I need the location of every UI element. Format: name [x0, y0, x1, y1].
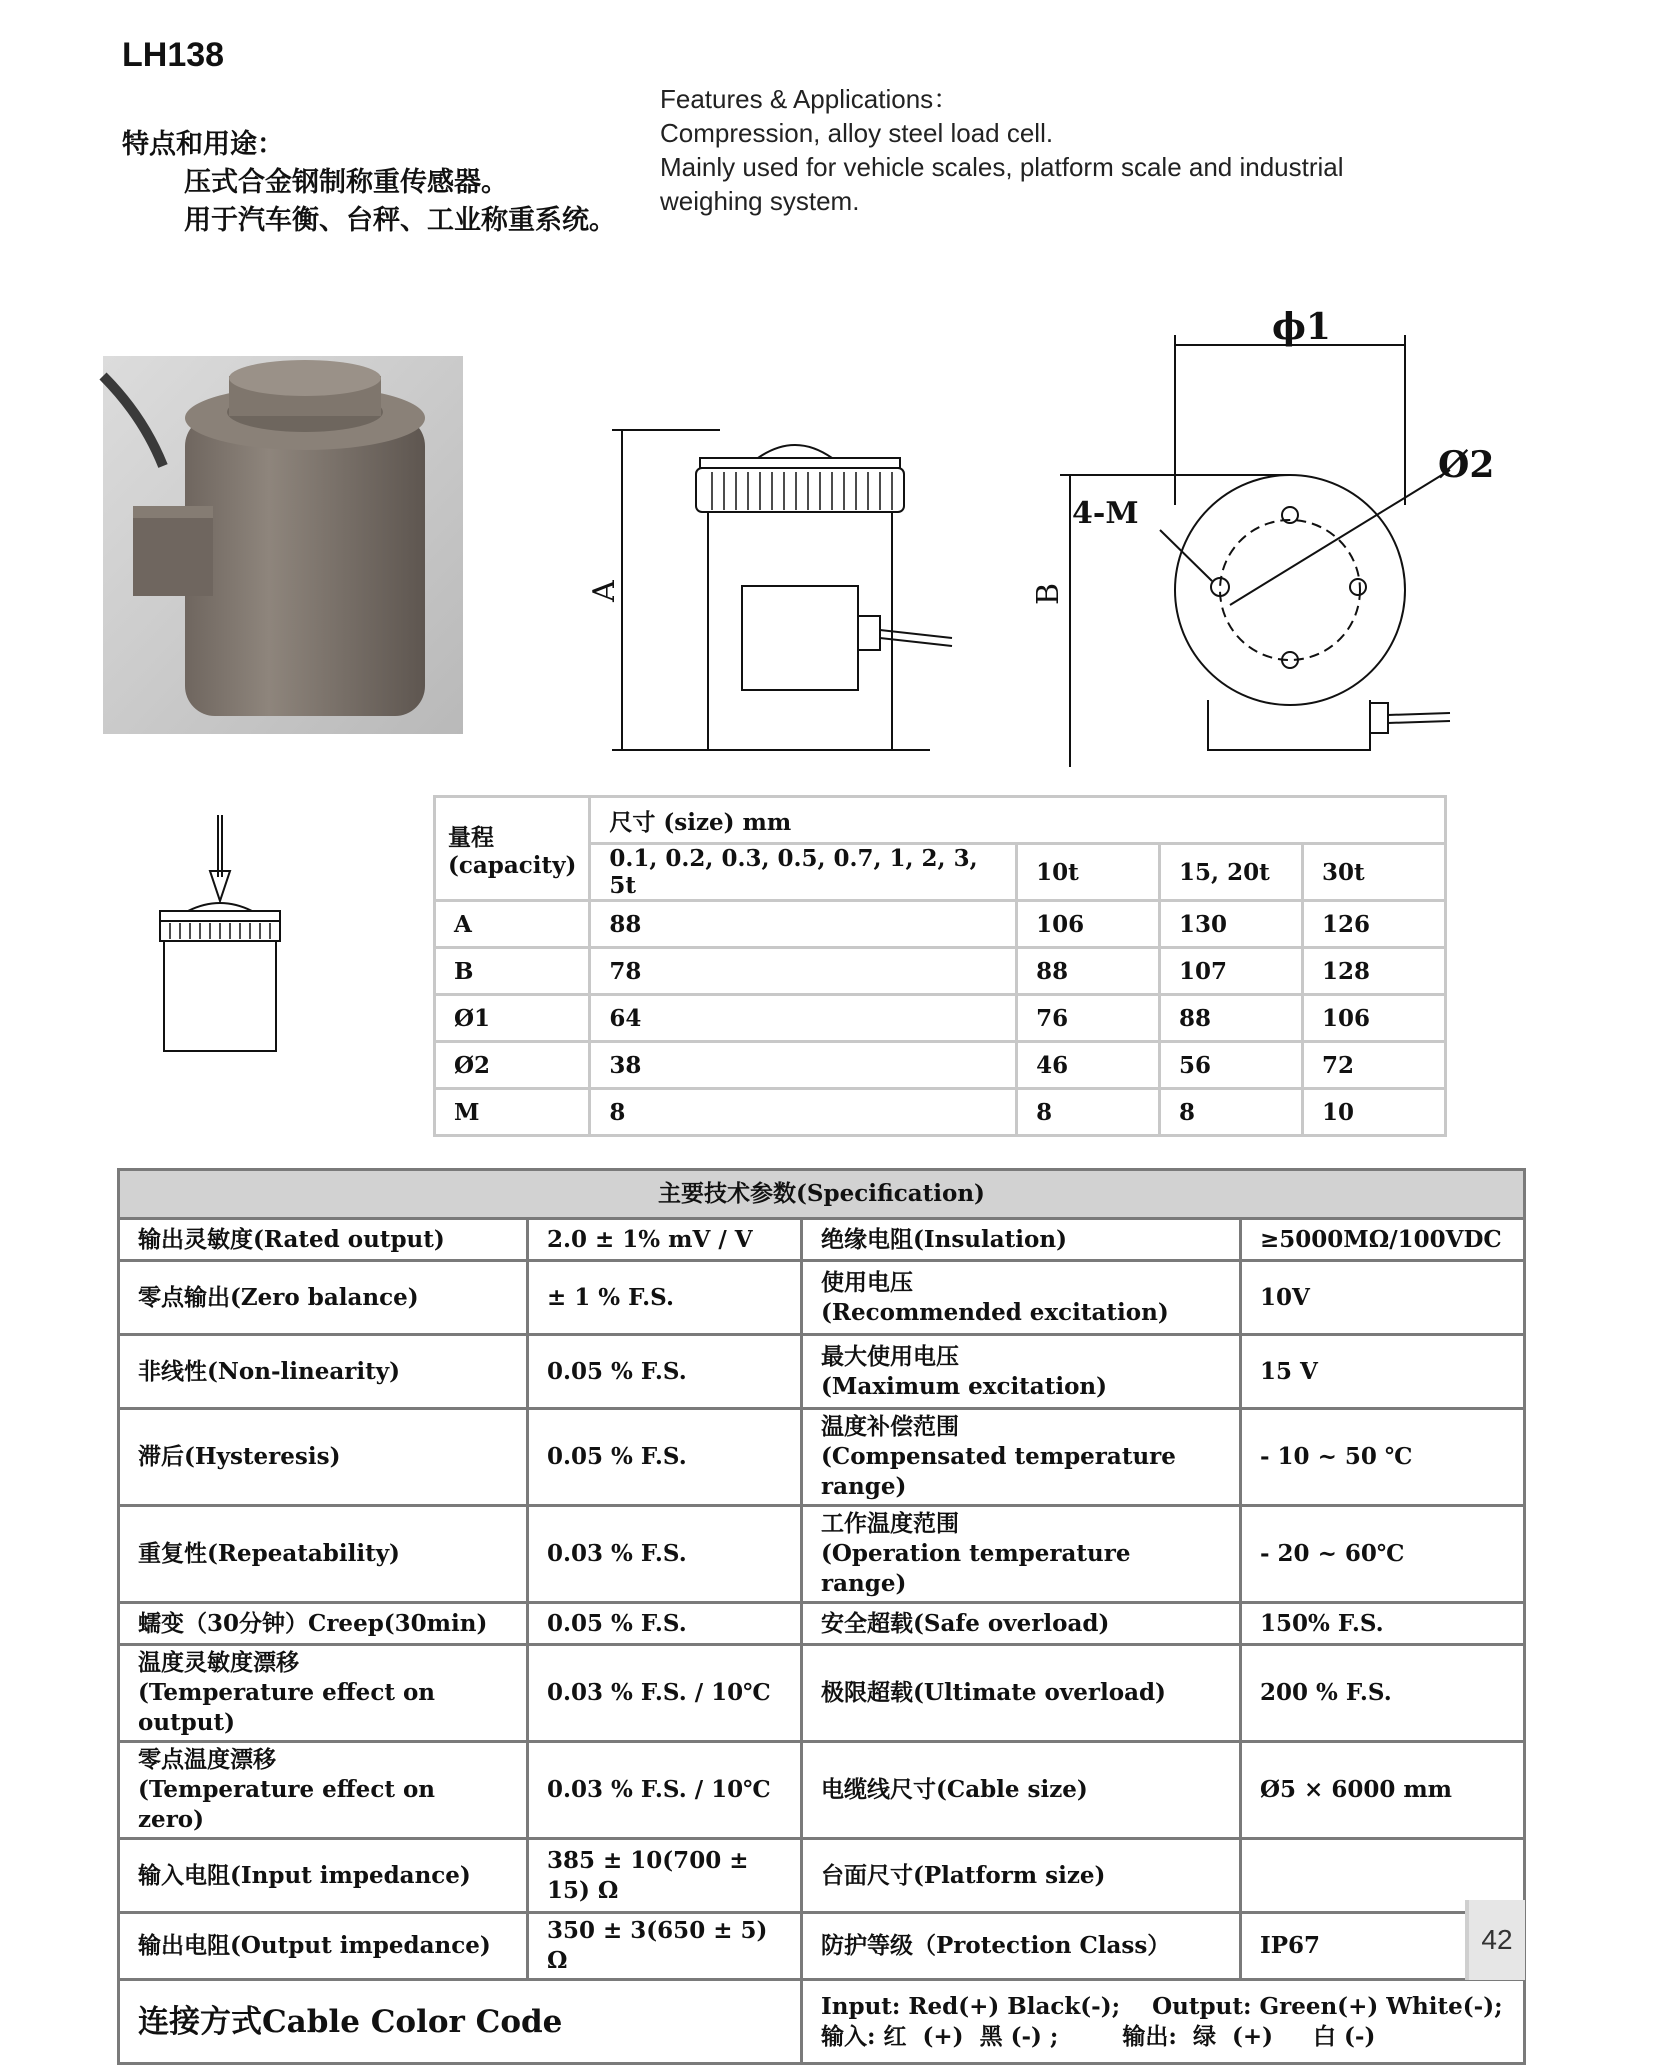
- features-en-line3: weighing system.: [660, 186, 860, 216]
- spec-label-en: (Recommended excitation): [821, 1298, 1169, 1326]
- spec-label: [802, 1335, 1241, 1409]
- size-header: 尺寸 (size) mm: [590, 797, 1446, 844]
- spec-row: [119, 1603, 1525, 1645]
- size-row-phi1: [435, 995, 1446, 1042]
- features-cn-line2: 用于汽车衡、台秤、工业称重系统。: [184, 205, 616, 236]
- size-cell: 128: [1303, 948, 1446, 995]
- cable-code-cn: 输入: 红 (+) 黑 (-) ; 输出: 绿 (+) 白 (-): [821, 2022, 1376, 2050]
- features-cn-line1: 压式合金钢制称重传感器。: [184, 167, 508, 198]
- spec-label: 零点输出(Zero balance): [119, 1261, 528, 1335]
- spec-title: 主要技术参数(Specification): [119, 1170, 1525, 1219]
- spec-row: [119, 1742, 1525, 1839]
- spec-label: 蠕变（30分钟）Creep(30min): [119, 1603, 528, 1645]
- capacity-header: [435, 797, 590, 901]
- size-col-header: 10t: [1017, 844, 1160, 901]
- spec-label-cn: 使用电压: [821, 1268, 913, 1296]
- spec-value: 350 ± 3(650 ± 5) Ω: [528, 1913, 802, 1980]
- spec-label-en: (Maximum excitation): [821, 1372, 1108, 1400]
- spec-value: ≥5000MΩ/100VDC: [1241, 1219, 1525, 1261]
- spec-value: - 10 ~ 50 ℃: [1241, 1409, 1525, 1506]
- size-cell: 8: [590, 1089, 1017, 1136]
- dim-a-label: A: [587, 580, 622, 602]
- cable-code-en: Input: Red(+) Black(-); Output: Green(+) White(-);: [821, 1992, 1503, 2020]
- spec-value: 0.03 % F.S.: [528, 1506, 802, 1603]
- spec-label-en: (Operation temperature range): [821, 1540, 1131, 1597]
- spec-value: 150% F.S.: [1241, 1603, 1525, 1645]
- spec-value: 10V: [1241, 1261, 1525, 1335]
- spec-row: [119, 1409, 1525, 1506]
- size-row-a: [435, 901, 1446, 948]
- spec-label: 输入电阻(Input impedance): [119, 1839, 528, 1913]
- spec-label: 防护等级（Protection Class）: [802, 1913, 1241, 1980]
- spec-label: [802, 1409, 1241, 1506]
- spec-value: 0.03 % F.S. / 10℃: [528, 1645, 802, 1742]
- spec-label: [802, 1506, 1241, 1603]
- features-en-line1: Compression, alloy steel load cell.: [660, 118, 1054, 148]
- spec-label: 绝缘电阻(Insulation): [802, 1219, 1241, 1261]
- size-col-header: 0.1, 0.2, 0.3, 0.5, 0.7, 1, 2, 3, 5t: [590, 844, 1017, 901]
- size-row-label: M: [435, 1089, 590, 1136]
- spec-value: 0.05 % F.S.: [528, 1335, 802, 1409]
- spec-label: 非线性(Non-linearity): [119, 1335, 528, 1409]
- size-cell: 78: [590, 948, 1017, 995]
- cable-row: [119, 1980, 1525, 2064]
- spec-label-cn: 零点温度漂移: [138, 1746, 276, 1773]
- spec-label: 电缆线尺寸(Cable size): [802, 1742, 1241, 1839]
- size-cell: 130: [1160, 901, 1303, 948]
- load-direction-icon: [150, 815, 290, 1055]
- capacity-en: (capacity): [448, 851, 577, 879]
- size-cell: 72: [1303, 1042, 1446, 1089]
- spec-row: [119, 1219, 1525, 1261]
- spec-value: Ø5 × 6000 mm: [1241, 1742, 1525, 1839]
- size-cell: 8: [1017, 1089, 1160, 1136]
- spec-label: 输出电阻(Output impedance): [119, 1913, 528, 1980]
- size-row-label: A: [435, 901, 590, 948]
- features-en-title: Features & Applications：: [660, 84, 960, 114]
- holes-label: 4-M: [1072, 496, 1139, 531]
- spec-row: [119, 1645, 1525, 1742]
- size-cell: 56: [1160, 1042, 1303, 1089]
- page-number: 42: [1465, 1900, 1525, 1980]
- features-cn: [122, 126, 616, 240]
- spec-value: 200 % F.S.: [1241, 1645, 1525, 1742]
- size-row-phi2: [435, 1042, 1446, 1089]
- spec-value: 15 V: [1241, 1335, 1525, 1409]
- size-cell: 106: [1303, 995, 1446, 1042]
- size-cell: 88: [590, 901, 1017, 948]
- size-row-label: Ø2: [435, 1042, 590, 1089]
- size-col-header: 15, 20t: [1160, 844, 1303, 901]
- dim-b-label: B: [1031, 582, 1066, 605]
- spec-label-en: (Compensated temperature range): [821, 1443, 1176, 1500]
- size-row-m: [435, 1089, 1446, 1136]
- features-en-line2: Mainly used for vehicle scales, platform scale and industrial: [660, 152, 1344, 182]
- features-en: [660, 82, 1344, 218]
- spec-label: [802, 1261, 1241, 1335]
- dim-phi2-label: Ø2: [1438, 444, 1495, 486]
- top-view-drawing: [1031, 305, 1520, 765]
- spec-value: 2.0 ± 1% mV / V: [528, 1219, 802, 1261]
- spec-value: 385 ± 10(700 ± 15) Ω: [528, 1839, 802, 1913]
- spec-value: IP67: [1241, 1913, 1525, 1980]
- spec-label: [119, 1645, 528, 1742]
- spec-value: 0.03 % F.S. / 10℃: [528, 1742, 802, 1839]
- spec-row: [119, 1506, 1525, 1603]
- size-cell: 76: [1017, 995, 1160, 1042]
- side-view-drawing: [587, 410, 960, 770]
- spec-label-cn: 温度灵敏度漂移: [138, 1649, 299, 1676]
- cable-codes: [802, 1980, 1525, 2064]
- spec-label: 安全超载(Safe overload): [802, 1603, 1241, 1645]
- size-cell: 88: [1017, 948, 1160, 995]
- spec-label: 滞后(Hysteresis): [119, 1409, 528, 1506]
- size-cell: 46: [1017, 1042, 1160, 1089]
- spec-table: [117, 1168, 1526, 2065]
- size-cell: 107: [1160, 948, 1303, 995]
- spec-row: [119, 1913, 1525, 1980]
- features-cn-title: 特点和用途：: [122, 129, 284, 160]
- model-title: LH138: [122, 36, 225, 74]
- product-photo: [103, 356, 463, 734]
- size-table: [433, 795, 1447, 1137]
- size-cell: 10: [1303, 1089, 1446, 1136]
- spec-label-cn: 最大使用电压: [821, 1342, 959, 1370]
- size-cell: 38: [590, 1042, 1017, 1089]
- size-cell: 106: [1017, 901, 1160, 948]
- spec-value: ± 1 % F.S.: [528, 1261, 802, 1335]
- spec-label-en: (Temperature effect on zero): [138, 1776, 436, 1833]
- spec-label-cn: 工作温度范围: [821, 1510, 959, 1537]
- size-col-header: 30t: [1303, 844, 1446, 901]
- spec-label: 输出灵敏度(Rated output): [119, 1219, 528, 1261]
- capacity-cn: 量程: [448, 823, 494, 851]
- size-cell: 8: [1160, 1089, 1303, 1136]
- size-cell: 126: [1303, 901, 1446, 948]
- spec-row: [119, 1261, 1525, 1335]
- spec-row: [119, 1839, 1525, 1913]
- size-row-label: Ø1: [435, 995, 590, 1042]
- spec-row: [119, 1335, 1525, 1409]
- spec-label-cn: 温度补偿范围: [821, 1413, 959, 1440]
- spec-value: - 20 ~ 60℃: [1241, 1506, 1525, 1603]
- spec-label: [119, 1742, 528, 1839]
- spec-label: 台面尺寸(Platform size): [802, 1839, 1241, 1913]
- spec-label: 重复性(Repeatability): [119, 1506, 528, 1603]
- cable-label: 连接方式Cable Color Code: [119, 1980, 802, 2064]
- size-cell: 64: [590, 995, 1017, 1042]
- spec-value: 0.05 % F.S.: [528, 1603, 802, 1645]
- spec-value: 0.05 % F.S.: [528, 1409, 802, 1506]
- size-cell: 88: [1160, 995, 1303, 1042]
- spec-label-en: (Temperature effect on output): [138, 1679, 436, 1736]
- spec-label: 极限超载(Ultimate overload): [802, 1645, 1241, 1742]
- dim-phi1-label: ϕ1: [1272, 306, 1331, 348]
- size-row-label: B: [435, 948, 590, 995]
- size-row-b: [435, 948, 1446, 995]
